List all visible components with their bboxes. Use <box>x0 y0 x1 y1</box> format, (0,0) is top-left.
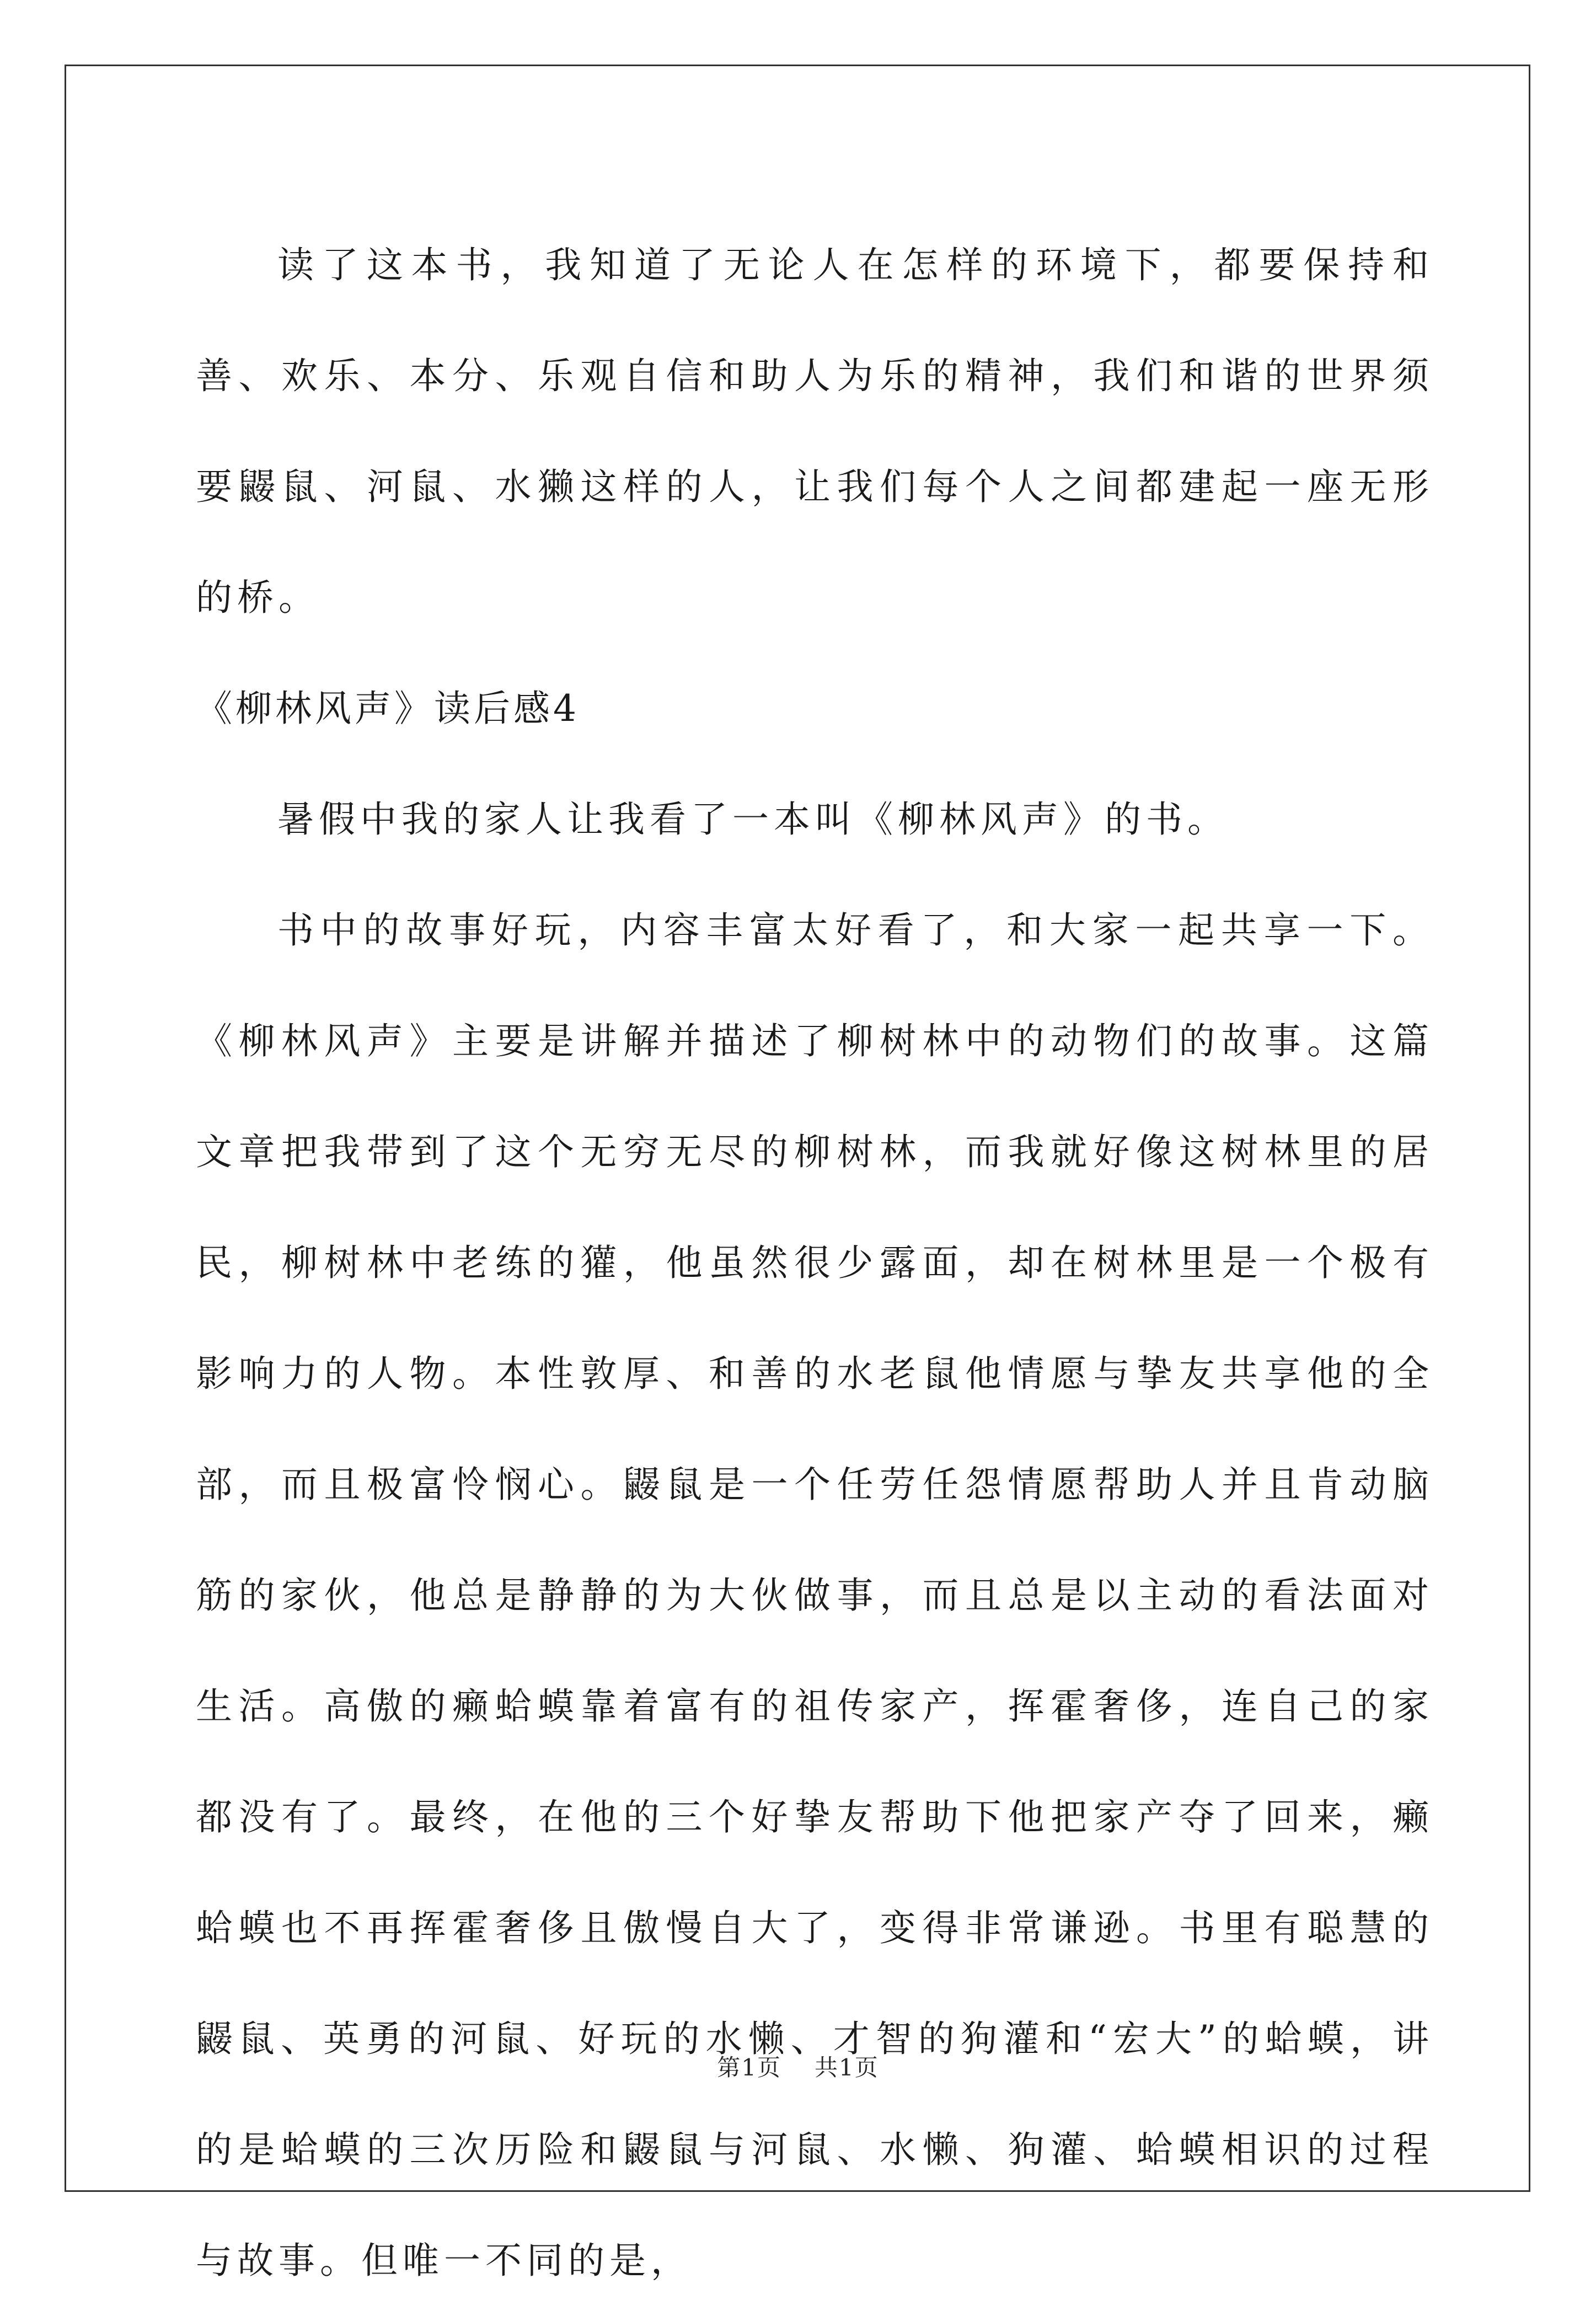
paragraph-summary: 书中的故事好玩，内容丰富太好看了，和大家一起共享一下。《柳林风声》主要是讲解并描述了柳树林中的动物们的故事。这篇文章把我带到了这个无穷无尽的柳树林，而我就好像这树林里的居民，柳树林中老练的獾，他虽然很少露面，却在树林里是一个极有影响力的人物。本性敦厚、和善的水老鼠他情愿与挚友共享他的全部，而且极富怜悯心。鼹鼠是一个任劳任怨情愿帮助人并且肯动脑筋的家伙，他总是静静的为大伙做事，而且总是以主动的看法面对生活。高傲的癞蛤蟆靠着富有的祖传家产，挥霍奢侈，连自己的家都没有了。最终，在他的三个好挚友帮助下他把家产夺了回来，癞蛤蟆也不再挥霍奢侈且傲慢自大了，变得非常谦逊。书里有聪慧的鼹鼠、英勇的河鼠、好玩的水懒、才智的狗灌和“宏大”的蛤蟆，讲的是蛤蟆的三次历险和鼹鼠与河鼠、水懒、狗灌、蛤蟆相识的过程与故事。但唯一不同的是， <box>196 909 1434 2282</box>
page-footer <box>0 2051 1596 2084</box>
document-body <box>196 210 1434 2316</box>
page-number-total: 共1页 <box>815 2054 879 2081</box>
page-number-current: 第1页 <box>717 2054 781 2081</box>
paragraph-conclusion: 读了这本书，我知道了无论人在怎样的环境下，都要保持和善、欢乐、本分、乐观自信和助人为乐的精神，我们和谐的世界须要鼹鼠、河鼠、水獭这样的人，让我们每个人之间都建起一座无形的桥。 <box>196 244 1434 619</box>
paragraph-intro: 暑假中我的家人让我看了一本叫《柳林风声》的书。 <box>277 798 1229 841</box>
section-heading: 《柳林风声》读后感4 <box>196 687 580 730</box>
